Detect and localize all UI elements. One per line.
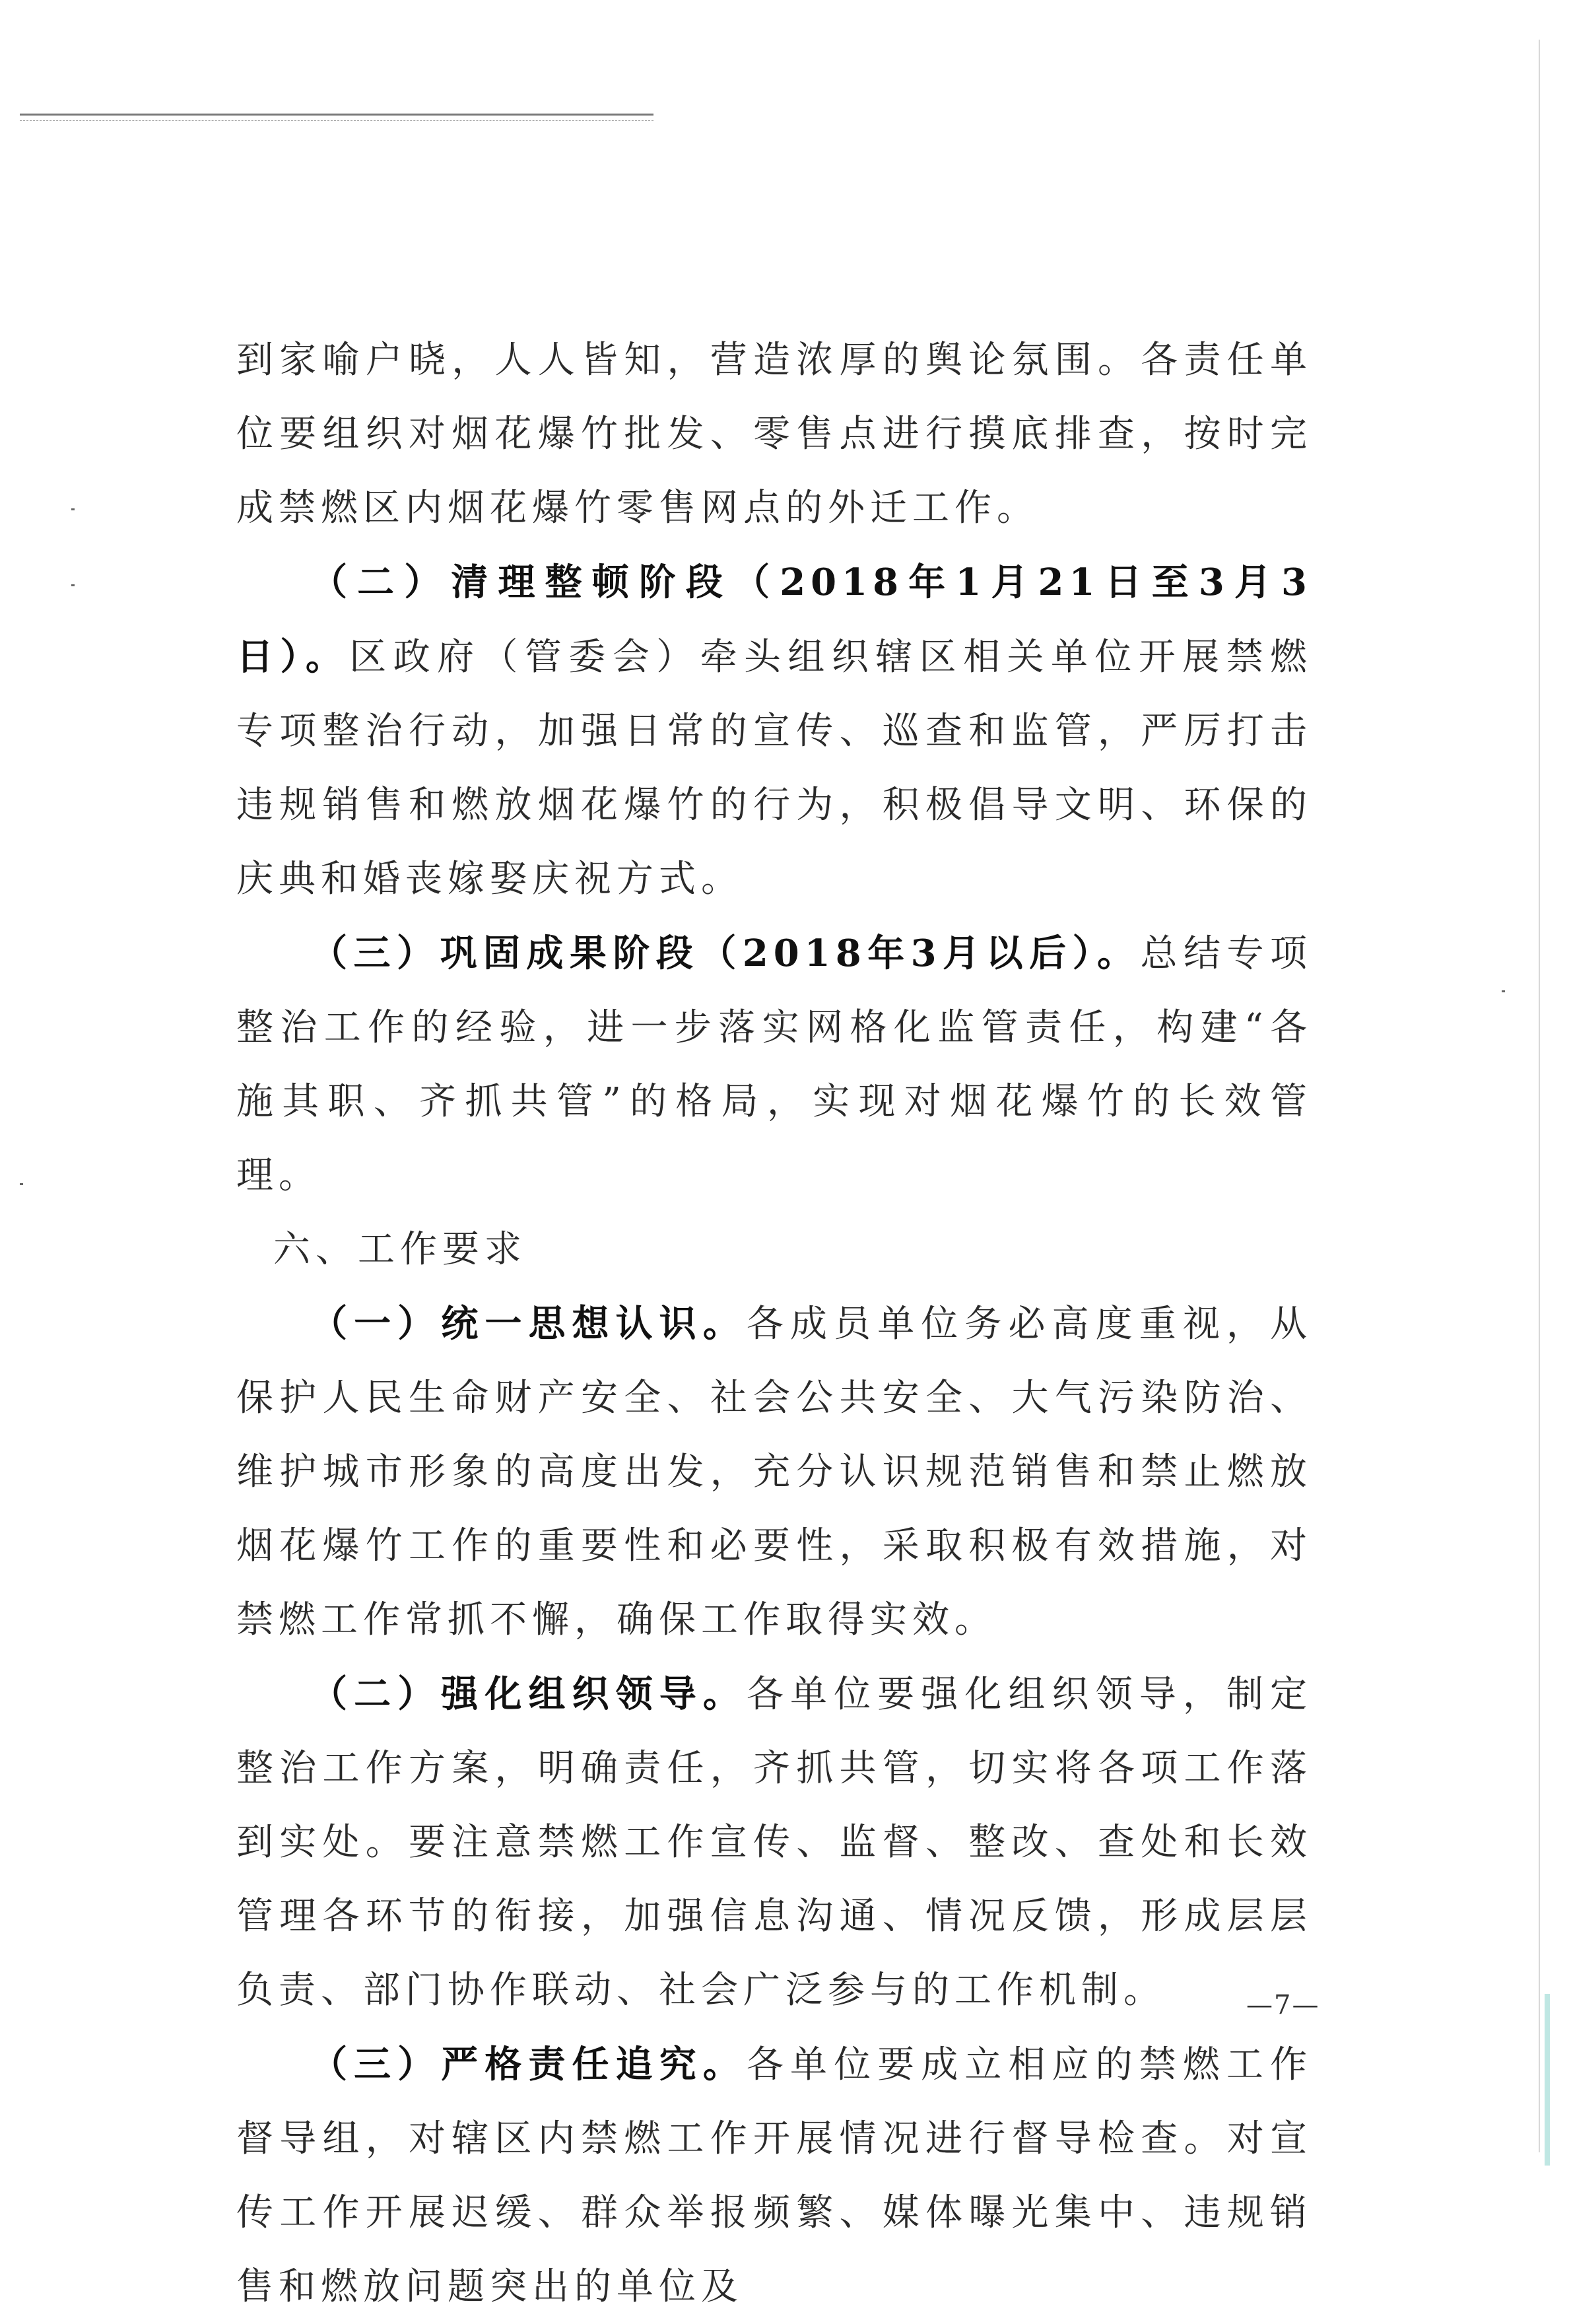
- section-heading: 六、工作要求: [273, 1228, 527, 1271]
- requirement-lead: （二）强化组织领导。: [310, 1672, 747, 1716]
- requirement-3: [236, 2028, 1312, 2324]
- scan-speck: [71, 584, 75, 586]
- requirement-lead: （三）严格责任追究。: [310, 2043, 747, 2086]
- document-body: [236, 324, 1312, 2324]
- requirement-body: 各成员单位务必高度重视，从保护人民生命财产安全、社会公共安全、大气污染防治、维护城市形象的高度出发，充分认识规范销售和禁止燃放烟花爆竹工作的重要性和必要性，采取积极有效措施，对禁燃工作常抓不懈，确保工作取得实效。: [236, 1303, 1313, 1641]
- scan-edge-tint: [1545, 1994, 1550, 2166]
- paragraph-body: 到家喻户晓，人人皆知，营造浓厚的舆论氛围。各责任单位要组织对烟花爆竹批发、零售点进行摸底排查，按时完成禁燃区内烟花爆竹零售网点的外迁工作。: [236, 339, 1312, 530]
- header-rule: [20, 114, 653, 116]
- paragraph-body: 区政府（管委会）牵头组织辖区相关单位开展禁燃专项整治行动，加强日常的宣传、巡查和监管，严厉打击违规销售和燃放烟花爆竹的行为，积极倡导文明、环保的庆典和婚丧嫁娶庆祝方式。: [236, 636, 1312, 901]
- requirement-body: 各单位要强化组织领导，制定整治工作方案，明确责任，齐抓共管，切实将各项工作落到实处。要注意禁燃工作宣传、监督、整改、查处和长效管理各环节的衔接，加强信息沟通、情况反馈，形成层层负责、部门协作联动、社会广泛参与的工作机制。: [236, 1673, 1313, 2012]
- paragraph-body: 总结专项整治工作的经验，进一步落实网格化监管责任，构建“各施其职、齐抓共管”的格局，实现对烟花爆竹的长效管理。: [236, 932, 1312, 1197]
- requirement-lead: （一）统一思想认识。: [310, 1302, 747, 1346]
- requirement-2: [236, 1657, 1312, 2028]
- requirement-1: [236, 1287, 1312, 1657]
- scan-speck: [20, 1183, 23, 1185]
- paragraph-continuation: [236, 324, 1312, 545]
- paragraph-phase-3: [236, 916, 1312, 1213]
- paragraph-lead: （二）清理整顿阶段（2018年1月21日至3月3日）。: [236, 561, 1312, 679]
- paragraph-phase-2: [236, 545, 1312, 916]
- header-rule-dashed: [20, 120, 653, 121]
- scan-edge-line: [1539, 40, 1540, 2152]
- requirement-body: 各单位要成立相应的禁燃工作督导组，对辖区内禁燃工作开展情况进行督导检查。对宣传工作开展迟缓、群众举报频繁、媒体曝光集中、违规销售和燃放问题突出的单位及: [236, 2043, 1313, 2308]
- paragraph-lead: （三）巩固成果阶段（2018年3月以后）。: [310, 932, 1141, 975]
- page-number: —7—: [1246, 1990, 1320, 2020]
- scan-speck: [1502, 990, 1505, 992]
- scan-speck: [71, 508, 75, 510]
